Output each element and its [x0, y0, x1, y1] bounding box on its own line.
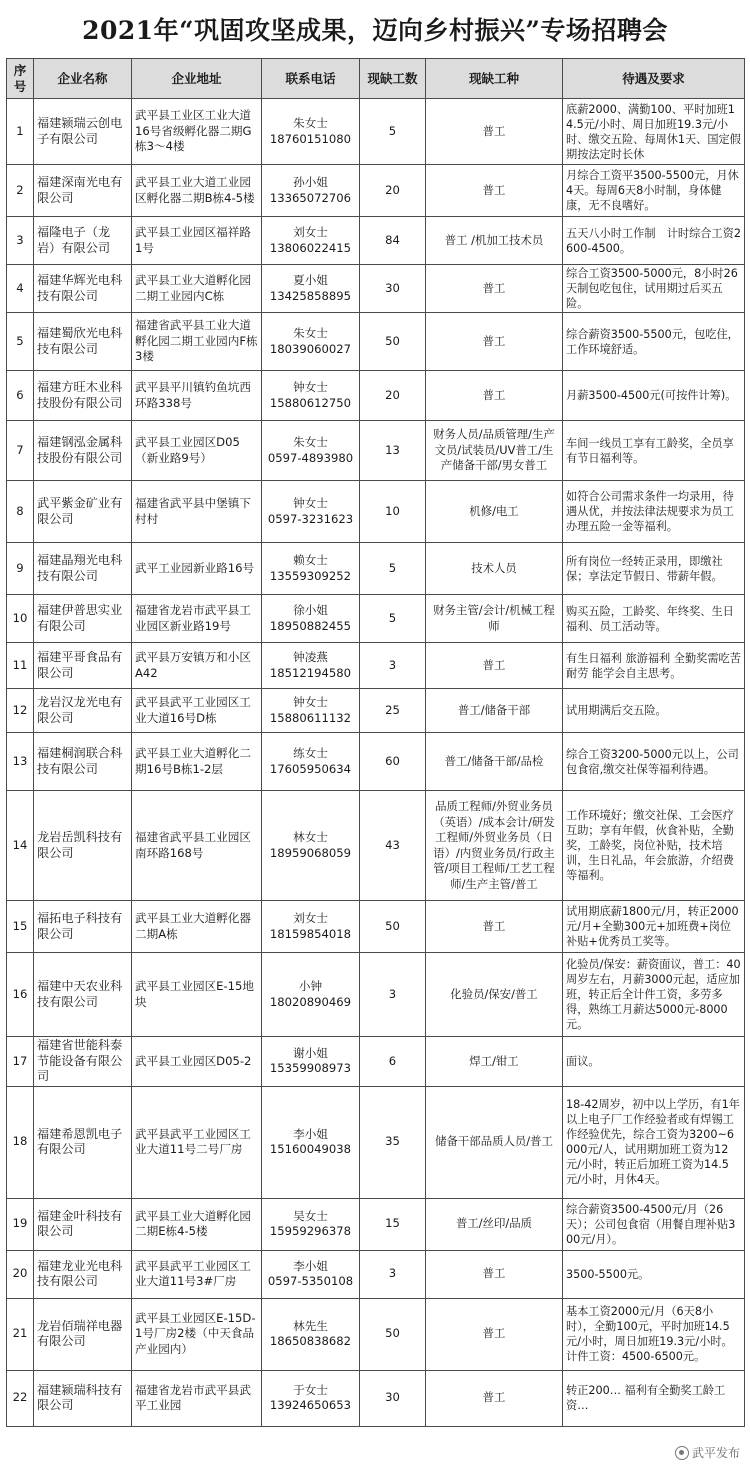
- contact-phone: 18159854018: [269, 926, 352, 941]
- table-row: [7, 165, 745, 217]
- company-address: 武平县武平工业园区工业大道16号D栋: [132, 689, 262, 733]
- contact-person: 徐小姐: [293, 603, 328, 617]
- contact-cell: [262, 689, 360, 733]
- company-name: 福建桐润联合科技有限公司: [34, 733, 132, 791]
- benefits-text: 试用期满后交五险。: [563, 689, 745, 733]
- job-types: 化验员/保安/普工: [426, 953, 563, 1037]
- row-index: 2: [7, 165, 34, 217]
- contact-person: 夏小姐: [293, 273, 328, 287]
- contact-cell: [262, 1250, 360, 1298]
- job-types: 技术人员: [426, 543, 563, 595]
- vacancy-count: 20: [360, 165, 426, 217]
- job-types: 普工: [426, 165, 563, 217]
- header-phone: 联系电话: [262, 59, 360, 99]
- table-row: [7, 1198, 745, 1250]
- company-name: 福建希恩凯电子有限公司: [34, 1086, 132, 1198]
- benefits-text: 综合薪资3500-5500元，包吃住，工作环境舒适。: [563, 313, 745, 371]
- contact-person: 钟凌燕: [293, 650, 328, 664]
- vacancy-count: 3: [360, 953, 426, 1037]
- benefits-text: 五天八小时工作制 计时综合工资2600-4500。: [563, 217, 745, 265]
- contact-phone: 0597-4893980: [267, 450, 354, 465]
- contact-cell: [262, 1086, 360, 1198]
- benefits-text: 基本工资2000元/月（6天8小时），全勤100元，平时加班14.5元/小时，周日加班19.3元/小时。计件工资：4500-6500元。: [563, 1298, 745, 1370]
- vacancy-count: 30: [360, 265, 426, 313]
- watermark-text: 武平发布: [691, 1446, 740, 1460]
- header-benefits: 待遇及要求: [563, 59, 745, 99]
- vacancy-count: 20: [360, 371, 426, 421]
- company-name: 福建钢泓金属科技股份有限公司: [34, 421, 132, 481]
- contact-phone: 13924650653: [269, 1398, 352, 1412]
- vacancy-count: 50: [360, 313, 426, 371]
- company-name: 龙岩佰瑞祥电器有限公司: [34, 1298, 132, 1370]
- benefits-text: 有生日福利 旅游福利 全勤奖需吃苦耐劳 能学会自主思考。: [563, 643, 745, 689]
- benefits-text: 综合薪资3500-4500元/月（26天）；公司包食宿（用餐自理补贴300元/月）。: [563, 1198, 745, 1250]
- company-name: 福建深南光电有限公司: [34, 165, 132, 217]
- company-name: 福建金叶科技有限公司: [34, 1198, 132, 1250]
- header-company: 企业名称: [34, 59, 132, 99]
- contact-phone: 13559309252: [269, 568, 352, 583]
- benefits-text: 月综合工资平3500-5500元，月休4天。每周6天8小时制，身体健康，无不良嗜好。: [563, 165, 745, 217]
- benefits-text: 3500-5500元。: [563, 1250, 745, 1298]
- row-index: 14: [7, 791, 34, 901]
- contact-person: 刘女士: [293, 911, 328, 925]
- row-index: 5: [7, 313, 34, 371]
- table-row: [7, 595, 745, 643]
- header-address: 企业地址: [132, 59, 262, 99]
- table-row: [7, 643, 745, 689]
- company-name: 福隆电子（龙岩）有限公司: [34, 217, 132, 265]
- company-name: 龙岩岳凯科技有限公司: [34, 791, 132, 901]
- vacancy-count: 50: [360, 901, 426, 953]
- table-row: [7, 313, 745, 371]
- table-row: [7, 1370, 745, 1426]
- company-address: 福建省龙岩市武平县工业园区新业路19号: [132, 595, 262, 643]
- row-index: 12: [7, 689, 34, 733]
- header-index: 序号: [7, 59, 34, 99]
- benefits-text: 工作环境好；缴交社保、工会医疗互助；享有年假，伙食补贴，全勤奖，工龄奖，岗位补贴，技术培训，生日礼品，年会旅游，介绍费等福利。: [563, 791, 745, 901]
- row-index: 1: [7, 99, 34, 165]
- vacancy-count: 5: [360, 99, 426, 165]
- company-address: 武平县工业大道孵化二期16号B栋1-2层: [132, 733, 262, 791]
- job-types: 机修/电工: [426, 481, 563, 543]
- vacancy-count: 30: [360, 1370, 426, 1426]
- benefits-text: 购买五险，工龄奖、年终奖、生日福利、员工活动等。: [563, 595, 745, 643]
- contact-person: 孙小姐: [293, 175, 328, 189]
- contact-phone: 18039060027: [269, 341, 352, 356]
- company-address: 武平县工业大道孵化园二期E栋4-5楼: [132, 1198, 262, 1250]
- row-index: 6: [7, 371, 34, 421]
- contact-phone: 15880612750: [269, 395, 352, 410]
- contact-cell: [262, 543, 360, 595]
- contact-cell: [262, 165, 360, 217]
- contact-phone: 15359908973: [269, 1061, 352, 1076]
- vacancy-count: 5: [360, 543, 426, 595]
- job-types: 普工: [426, 265, 563, 313]
- contact-cell: [262, 1037, 360, 1087]
- contact-person: 钟女士: [293, 380, 328, 394]
- contact-phone: 13806022415: [269, 240, 352, 255]
- job-types: 普工 /机加工技术员: [426, 217, 563, 265]
- contact-cell: [262, 481, 360, 543]
- company-address: 武平县工业大道孵化园二期工业园内C栋: [132, 265, 262, 313]
- row-index: 15: [7, 901, 34, 953]
- contact-person: 李小姐: [293, 1258, 328, 1273]
- job-types: 普工: [426, 1370, 563, 1426]
- vacancy-count: 15: [360, 1198, 426, 1250]
- contact-person: 赖女士: [293, 553, 328, 567]
- contact-cell: [262, 1298, 360, 1370]
- company-address: 武平县万安镇万和小区A42: [132, 643, 262, 689]
- contact-person: 朱女士: [293, 435, 328, 449]
- company-address: 武平县工业园区D05（新业路9号）: [132, 421, 262, 481]
- job-types: 普工/丝印/品质: [426, 1198, 563, 1250]
- row-index: 21: [7, 1298, 34, 1370]
- row-index: 8: [7, 481, 34, 543]
- table-row: [7, 953, 745, 1037]
- job-types: 焊工/钳工: [426, 1037, 563, 1087]
- source-watermark: [671, 1443, 744, 1462]
- company-address: 武平县工业园区福祥路1号: [132, 217, 262, 265]
- contact-person: 林女士: [293, 830, 328, 844]
- contact-phone: 0597-3231623: [267, 511, 354, 526]
- contact-person: 小钟: [298, 979, 323, 993]
- company-name: 龙岩汉龙光电有限公司: [34, 689, 132, 733]
- vacancy-count: 35: [360, 1086, 426, 1198]
- company-address: 武平县工业园区D05-2: [132, 1037, 262, 1087]
- vacancy-count: 84: [360, 217, 426, 265]
- vacancy-count: 3: [360, 1250, 426, 1298]
- benefits-text: 所有岗位一经转正录用，即缴社保；享法定节假日、带薪年假。: [563, 543, 745, 595]
- contact-phone: 13425858895: [269, 288, 352, 303]
- vacancy-count: 10: [360, 481, 426, 543]
- contact-cell: [262, 1198, 360, 1250]
- job-types: 普工: [426, 313, 563, 371]
- contact-cell: [262, 953, 360, 1037]
- row-index: 17: [7, 1037, 34, 1087]
- contact-phone: 18020890469: [269, 994, 352, 1009]
- job-types: 普工: [426, 1250, 563, 1298]
- company-address: 武平县平川镇钓鱼坑西环路338号: [132, 371, 262, 421]
- row-index: 9: [7, 543, 34, 595]
- contact-cell: [262, 791, 360, 901]
- company-address: 福建省武平县中堡镇下村村: [132, 481, 262, 543]
- contact-person: 吴女士: [293, 1208, 328, 1223]
- contact-person: 练女士: [293, 746, 328, 760]
- job-table: [6, 58, 745, 1427]
- benefits-text: 如符合公司需求条件一均录用，待遇从优，并按法律法规要求为员工办理五险一金等福利。: [563, 481, 745, 543]
- vacancy-count: 3: [360, 643, 426, 689]
- table-row: [7, 371, 745, 421]
- company-address: 武平县武平工业园区工业大道11号二号厂房: [132, 1086, 262, 1198]
- row-index: 16: [7, 953, 34, 1037]
- page-title: 2021年“巩固攻坚成果，迈向乡村振兴”专场招聘会: [82, 16, 668, 45]
- job-types: 普工: [426, 901, 563, 953]
- job-types: 财务主管/会计/机械工程师: [426, 595, 563, 643]
- company-name: 福建中天农业科技有限公司: [34, 953, 132, 1037]
- table-row: [7, 791, 745, 901]
- vacancy-count: 50: [360, 1298, 426, 1370]
- contact-phone: 15880611132: [269, 710, 352, 725]
- benefits-text: 车间一线员工享有工龄奖，全员享有节日福利等。: [563, 421, 745, 481]
- company-address: 武平县工业园区E-15地块: [132, 953, 262, 1037]
- company-name: 福建蜀欣光电科技有限公司: [34, 313, 132, 371]
- benefits-text: 试用期底薪1800元/月，转正2000元/月+全勤300元+加班费+岗位补贴+优秀员工奖等。: [563, 901, 745, 953]
- contact-person: 钟女士: [293, 695, 328, 709]
- benefits-text: 转正200… 福利有全勤奖工龄工资…: [563, 1370, 745, 1426]
- contact-phone: 18959068059: [269, 845, 352, 860]
- job-types: 普工: [426, 1298, 563, 1370]
- job-types: 品质工程师/外贸业务员（英语）/成本会计/研发工程师/外贸业务员（日语）/内贸业务员/行政主管/项目工程师/工艺工程师/生产主管/普工: [426, 791, 563, 901]
- contact-cell: [262, 313, 360, 371]
- contact-cell: [262, 595, 360, 643]
- contact-cell: [262, 371, 360, 421]
- table-row: [7, 1250, 745, 1298]
- benefits-text: 综合工资3500-5000元，8小时26天制包吃包住，试用期过后买五险。: [563, 265, 745, 313]
- contact-person: 李小姐: [293, 1126, 328, 1141]
- contact-cell: [262, 265, 360, 313]
- job-types: 储备干部品质人员/普工: [426, 1086, 563, 1198]
- benefits-text: 面议。: [563, 1037, 745, 1087]
- company-name: 武平紫金矿业有限公司: [34, 481, 132, 543]
- row-index: 3: [7, 217, 34, 265]
- table-row: [7, 421, 745, 481]
- company-address: 福建省龙岩市武平县武平工业园: [132, 1370, 262, 1426]
- table-row: [7, 481, 745, 543]
- job-types: 普工: [426, 99, 563, 165]
- company-name: 福建颍瑞云创电子有限公司: [34, 99, 132, 165]
- job-types: 普工: [426, 643, 563, 689]
- row-index: 4: [7, 265, 34, 313]
- row-index: 11: [7, 643, 34, 689]
- vacancy-count: 13: [360, 421, 426, 481]
- header-job-types: 现缺工种: [426, 59, 563, 99]
- company-name: 福建龙业光电科技有限公司: [34, 1250, 132, 1298]
- contact-phone: 18950882455: [269, 618, 352, 633]
- row-index: 7: [7, 421, 34, 481]
- contact-person: 朱女士: [293, 116, 328, 130]
- contact-phone: 15959296378: [269, 1224, 352, 1238]
- wechat-channel-icon: [675, 1446, 689, 1460]
- row-index: 13: [7, 733, 34, 791]
- job-types: 普工: [426, 371, 563, 421]
- company-address: 武平县工业区工业大道16号省级孵化器二期G栋3～4楼: [132, 99, 262, 165]
- table-row: [7, 99, 745, 165]
- contact-cell: [262, 217, 360, 265]
- benefits-text: 底薪2000、满勤100、平时加班14.5元/小时、周日加班19.3元/小时、缴交五险、每周休1天、国定假期按法定时长休: [563, 99, 745, 165]
- row-index: 10: [7, 595, 34, 643]
- contact-cell: [262, 643, 360, 689]
- company-address: 武平县工业园区E-15D-1号厂房2楼（中天食品产业园内）: [132, 1298, 262, 1370]
- contact-phone: 15160049038: [269, 1142, 352, 1156]
- benefits-text: 综合工资3200-5000元以上，公司包食宿,缴交社保等福利待遇。: [563, 733, 745, 791]
- contact-cell: [262, 901, 360, 953]
- table-row: [7, 1298, 745, 1370]
- job-types: 财务人员/品质管理/生产文员/试装员/UV普工/生产储备干部/男女普工: [426, 421, 563, 481]
- table-row: [7, 733, 745, 791]
- company-name: 福建省世能科泰节能设备有限公司: [34, 1037, 132, 1087]
- table-body: [7, 99, 745, 1427]
- contact-phone: 18650838682: [269, 1334, 352, 1348]
- table-row: [7, 901, 745, 953]
- company-name: 福拓电子科技有限公司: [34, 901, 132, 953]
- job-types: 普工/储备干部: [426, 689, 563, 733]
- company-address: 武平工业园新业路16号: [132, 543, 262, 595]
- table-row: [7, 543, 745, 595]
- vacancy-count: 5: [360, 595, 426, 643]
- contact-person: 朱女士: [293, 326, 328, 340]
- contact-phone: 13365072706: [269, 190, 352, 205]
- contact-person: 刘女士: [293, 225, 328, 239]
- row-index: 19: [7, 1198, 34, 1250]
- row-index: 22: [7, 1370, 34, 1426]
- table-row: [7, 217, 745, 265]
- header-count: 现缺工数: [360, 59, 426, 99]
- contact-phone: 0597-5350108: [267, 1274, 354, 1288]
- table-header-row: [7, 59, 745, 99]
- contact-cell: [262, 1370, 360, 1426]
- benefits-text: 月薪3500-4500元(可按件计筹)。: [563, 371, 745, 421]
- contact-person: 谢小姐: [293, 1045, 328, 1060]
- company-name: 福建晶翔光电科技有限公司: [34, 543, 132, 595]
- table-row: [7, 265, 745, 313]
- table-row: [7, 1037, 745, 1087]
- company-address: 福建省武平县工业园区南环路168号: [132, 791, 262, 901]
- company-address: 武平县工业大道孵化器二期A栋: [132, 901, 262, 953]
- vacancy-count: 6: [360, 1037, 426, 1087]
- contact-person: 于女士: [293, 1382, 328, 1397]
- contact-phone: 17605950634: [269, 761, 352, 776]
- company-address: 武平县武平工业园区工业大道11号3#厂房: [132, 1250, 262, 1298]
- contact-person: 钟女士: [293, 496, 328, 510]
- job-types: 普工/储备干部/品检: [426, 733, 563, 791]
- contact-person: 林先生: [293, 1318, 328, 1333]
- vacancy-count: 25: [360, 689, 426, 733]
- company-name: 福建华辉光电科技有限公司: [34, 265, 132, 313]
- table-row: [7, 1086, 745, 1198]
- benefits-text: 18-42周岁，初中以上学历，有1年以上电子厂工作经验者或有焊锡工作经验优先，综合工资为3200~6000元/人，试用期加班工资为12元/小时，转正后加班工资为14.5元/小时，月休4天。: [563, 1086, 745, 1198]
- vacancy-count: 60: [360, 733, 426, 791]
- vacancy-count: 43: [360, 791, 426, 901]
- table-row: [7, 689, 745, 733]
- company-address: 武平县工业大道工业园区孵化器二期B栋4-5楼: [132, 165, 262, 217]
- contact-cell: [262, 99, 360, 165]
- company-name: 福建平哥食品有限公司: [34, 643, 132, 689]
- contact-cell: [262, 421, 360, 481]
- benefits-text: 化验员/保安：薪资面议，普工：40周岁左右，月薪3000元起，适应加班，转正后全计件工资，多劳多得，熟练工月薪达5000元-8000元。: [563, 953, 745, 1037]
- company-name: 福建伊普思实业有限公司: [34, 595, 132, 643]
- contact-phone: 18512194580: [269, 665, 352, 680]
- contact-phone: 18760151080: [269, 131, 352, 146]
- contact-cell: [262, 733, 360, 791]
- company-name: 福建方旺木业科技股份有限公司: [34, 371, 132, 421]
- company-name: 福建颍瑞科技有限公司: [34, 1370, 132, 1426]
- row-index: 18: [7, 1086, 34, 1198]
- company-address: 福建省武平县工业大道孵化园二期工业园内F栋3楼: [132, 313, 262, 371]
- row-index: 20: [7, 1250, 34, 1298]
